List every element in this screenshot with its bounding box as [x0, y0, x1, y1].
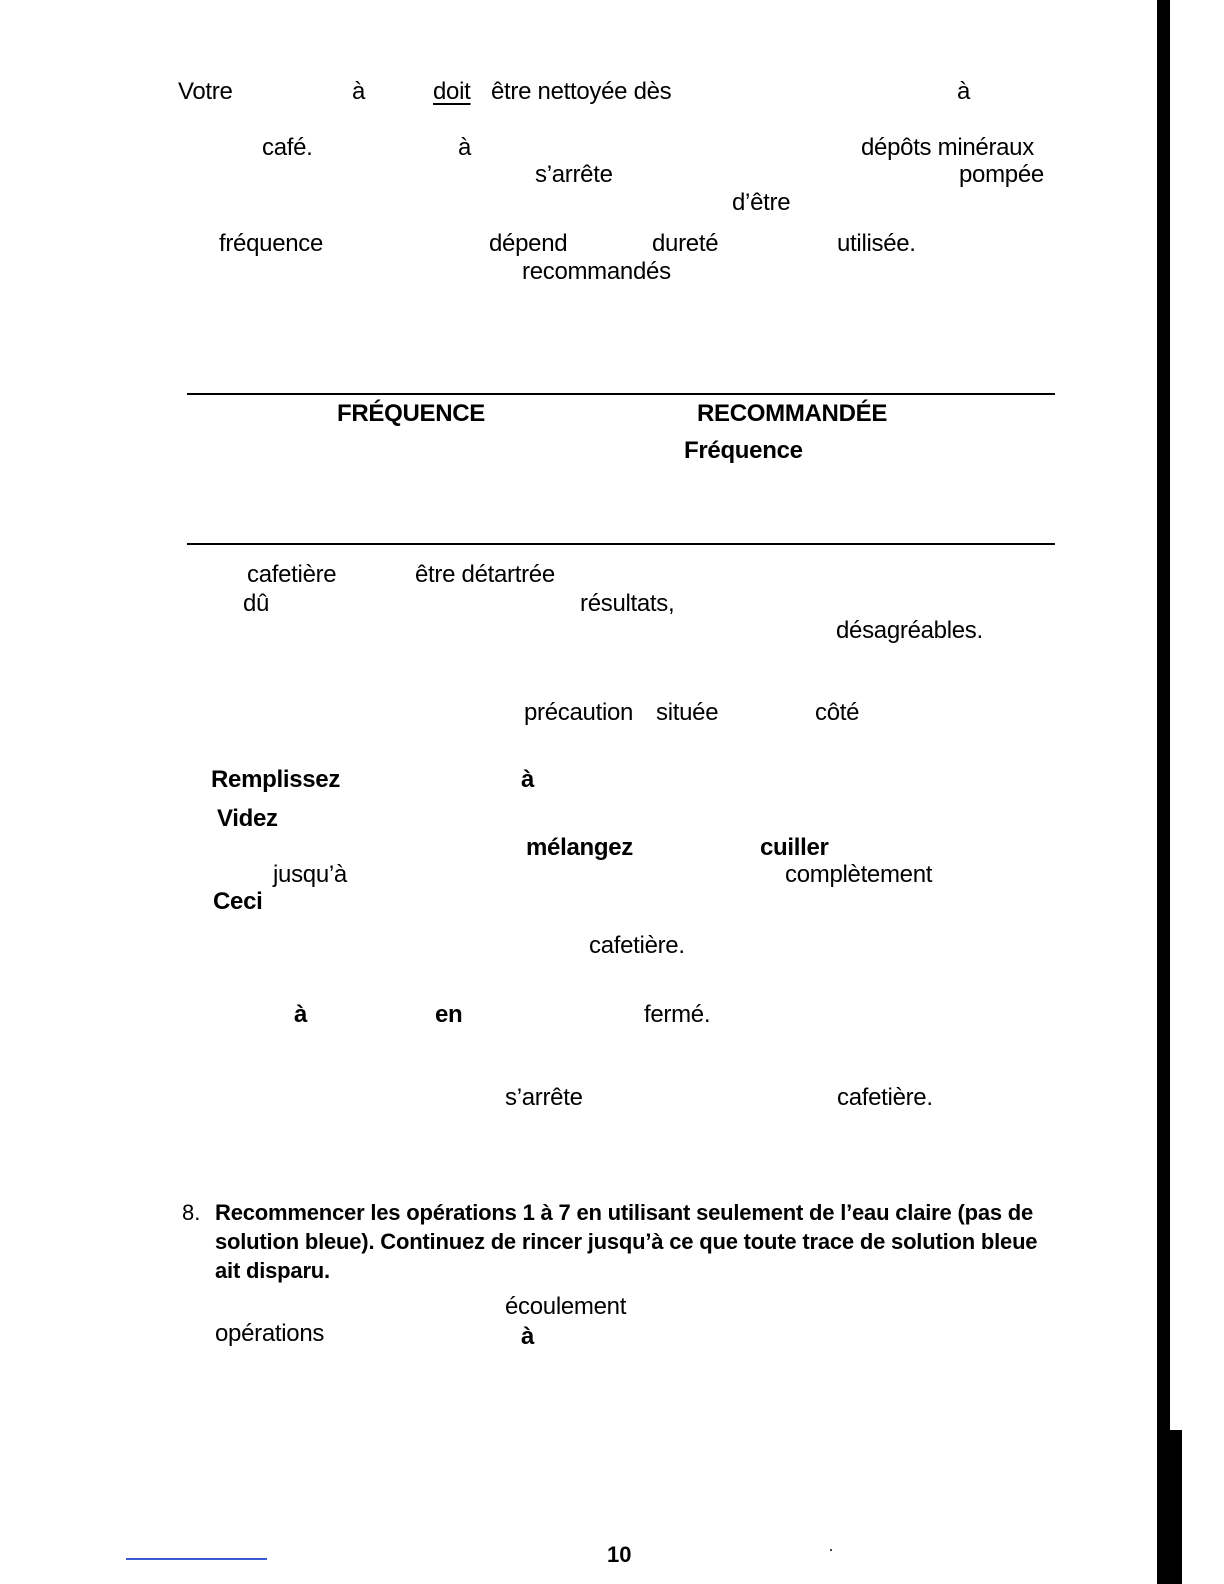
scan-edge-bar — [1157, 0, 1170, 1584]
word-underlined: doit — [433, 78, 471, 105]
word: pompée — [959, 161, 1044, 188]
word: à — [458, 134, 472, 161]
word: écoulement — [505, 1293, 627, 1320]
word: désagréables. — [836, 617, 983, 644]
word: être détartrée — [415, 561, 555, 588]
table-header-frequency: FRÉQUENCE — [337, 400, 485, 427]
word: fréquence — [219, 230, 324, 257]
word: utilisée. — [837, 230, 916, 257]
table-header-recommended: RECOMMANDÉE — [697, 400, 888, 427]
word: à — [294, 1001, 308, 1028]
word: Remplissez — [211, 766, 341, 793]
table-bottom-rule — [187, 543, 1055, 545]
word: à — [521, 1323, 535, 1350]
table-top-rule — [187, 393, 1055, 395]
word: jusqu’à — [273, 861, 347, 888]
scan-edge-bar-lower — [1170, 1430, 1182, 1584]
word: Votre — [178, 78, 233, 105]
word: côté — [815, 699, 860, 726]
word: d’être — [732, 189, 791, 216]
word: mélangez — [526, 834, 633, 861]
word: cafetière — [247, 561, 337, 588]
word: résultats, — [580, 590, 675, 617]
step-number: 8. — [182, 1200, 201, 1225]
word: fermé. — [644, 1001, 711, 1028]
word: précaution — [524, 699, 634, 726]
word: complètement — [785, 861, 933, 888]
footer-blue-line — [126, 1558, 267, 1560]
word: à — [957, 78, 971, 105]
word: recommandés — [522, 258, 671, 285]
word: être nettoyée dès — [491, 78, 672, 105]
speck — [830, 1549, 832, 1551]
word: café. — [262, 134, 313, 161]
word: Videz — [217, 805, 278, 832]
word: cafetière. — [589, 932, 685, 959]
word: cuiller — [760, 834, 829, 861]
step-8-text: Recommencer les opérations 1 à 7 en utilisant seulement de l’eau claire (pas de solution bleue). Continuez de rincer jusqu’à ce que toute trace de solution bleue ait disparu. — [215, 1200, 1038, 1283]
word: à — [352, 78, 366, 105]
word: s’arrête — [535, 161, 613, 188]
word: s’arrête — [505, 1084, 583, 1111]
word: opérations — [215, 1320, 325, 1347]
page-number: 10 — [607, 1542, 632, 1567]
word: cafetière. — [837, 1084, 933, 1111]
word: dureté — [652, 230, 719, 257]
word: située — [656, 699, 719, 726]
table-subheader: Fréquence — [684, 437, 803, 464]
word: Ceci — [213, 888, 263, 915]
word: dépend — [489, 230, 568, 257]
word: en — [435, 1001, 463, 1028]
word: dû — [243, 590, 270, 617]
word: à — [521, 766, 535, 793]
word: dépôts minéraux — [861, 134, 1034, 161]
